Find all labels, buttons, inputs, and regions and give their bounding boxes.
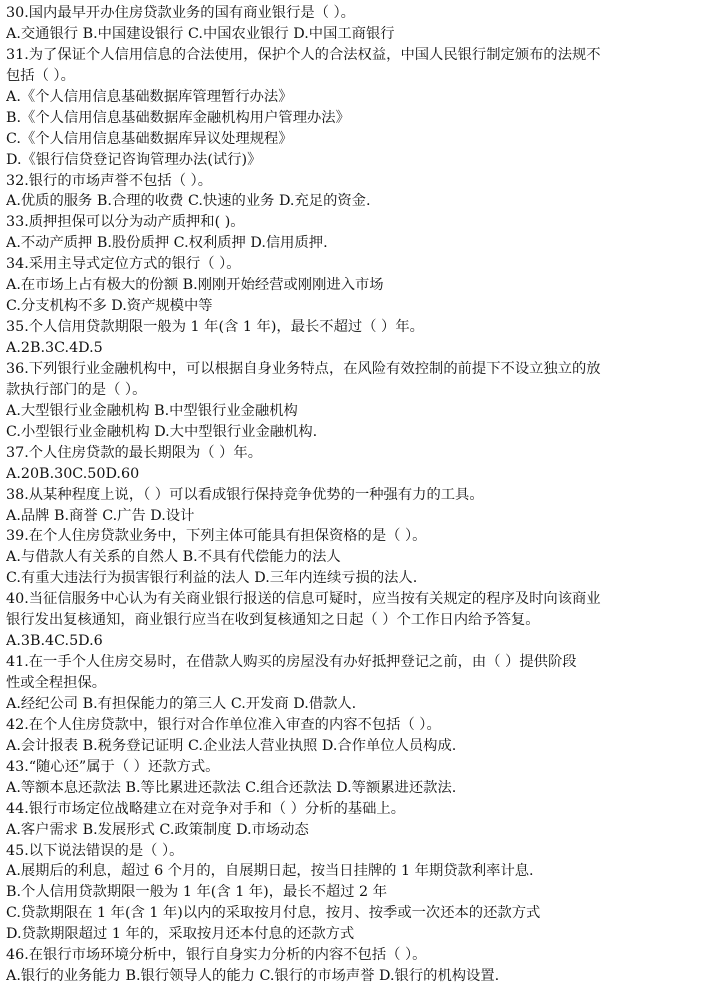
text-line: 41.在一手个人住房交易时，在借款人购买的房屋没有办好抵押登记之前，由（ ）提供阶段: [6, 654, 577, 671]
text-line: A.3B.4C.5D.6: [6, 633, 103, 650]
text-line: D.《银行信贷登记咨询管理办法(试行)》: [6, 151, 262, 168]
text-line: A.《个人信用信息基础数据库管理暂行办法》: [6, 88, 293, 105]
text-line: 40.当征信服务中心认为有关商业银行报送的信息可疑时，应当按有关规定的程序及时向该商业: [6, 591, 601, 608]
text-line: 39.在个人住房贷款业务中，下列主体可能具有担保资格的是（ ）。: [6, 528, 427, 545]
text-line: 性或全程担保。: [6, 675, 107, 691]
text-line: 30.国内最早开办住房贷款业务的国有商业银行是（ ）。: [6, 5, 355, 21]
text-line: C.《个人信用信息基础数据库异议处理规程》: [6, 130, 293, 147]
text-line: 银行发出复核通知，商业银行应当在收到复核通知之日起（ ）个工作日内给予答复。: [6, 612, 540, 629]
text-line: A.会计报表 B.税务登记证明 C.企业法人营业执照 D.合作单位人员构成.: [6, 737, 457, 754]
text-line: A.等额本息还款法 B.等比累进还款法 C.组合还款法 D.等额累进还款法.: [6, 779, 457, 796]
text-line: A.在市场上占有极大的份额 B.刚刚开始经营或刚刚进入市场: [6, 277, 384, 294]
text-line: A.与借款人有关系的自然人 B.不具有代偿能力的法人: [6, 549, 341, 566]
text-line: C.有重大违法行为损害银行利益的法人 D.三年内连续亏损的法人.: [6, 570, 418, 587]
text-line: A.优质的服务 B.合理的收费 C.快速的业务 D.充足的资金.: [6, 193, 371, 210]
text-line: 35.个人信用贷款期限一般为 1 年(含 1 年)，最长不超过（ ）年。: [6, 319, 424, 336]
text-line: 32.银行的市场声誉不包括（ ）。: [6, 172, 212, 189]
text-line: A.大型银行业金融机构 B.中型银行业金融机构: [6, 402, 298, 419]
text-line: B.《个人信用信息基础数据库金融机构用户管理办法》: [6, 109, 350, 126]
text-line: A.银行的业务能力 B.银行领导人的能力 C.银行的市场声誉 D.银行的机构设置.: [6, 968, 500, 985]
text-line: A.客户需求 B.发展形式 C.政策制度 D.市场动态: [6, 821, 309, 838]
text-line: 45.以下说法错误的是（ ）。: [6, 842, 184, 859]
text-line: A.品牌 B.商誉 C.广告 D.设计: [6, 507, 195, 524]
text-line: D.贷款期限超过 1 年的，采取按月还本付息的还款方式: [6, 926, 355, 943]
text-line: 款执行部门的是（ ）。: [6, 381, 147, 398]
text-line: 33.质押担保可以分为动产质押和( )。: [6, 214, 245, 231]
text-line: 46.在银行市场环境分析中，银行自身实力分析的内容不包括（ ）。: [6, 947, 427, 964]
text-line: C.小型银行业金融机构 D.大中型银行业金融机构.: [6, 423, 318, 440]
text-line: A.不动产质押 B.股份质押 C.权利质押 D.信用质押.: [6, 235, 328, 252]
text-line: 34.采用主导式定位方式的银行（ ）。: [6, 256, 241, 273]
text-line: A.经纪公司 B.有担保能力的第三人 C.开发商 D.借款人.: [6, 695, 357, 712]
text-line: 31.为了保证个人信用信息的合法使用，保护个人的合法权益，中国人民银行制定颁布的法规不: [6, 46, 601, 63]
text-line: 43.“随心还”属于（ ）还款方式。: [6, 758, 220, 775]
text-line: 42.在个人住房贷款中，银行对合作单位准入审查的内容不包括（ ）。: [6, 716, 441, 733]
text-line: A.展期后的利息，超过 6 个月的，自展期日起，按当日挂牌的 1 年期贷款利率计息.: [6, 863, 534, 880]
text-line: C.分支机构不多 D.资产规模中等: [6, 298, 213, 315]
text-line: 44.银行市场定位战略建立在对竞争对手和（ ）分析的基础上。: [6, 800, 405, 817]
text-line: A.交通银行 B.中国建设银行 C.中国农业银行 D.中国工商银行: [6, 25, 395, 42]
text-line: 36.下列银行业金融机构中，可以根据自身业务特点，在风险有效控制的前提下不设立独立的放: [6, 360, 601, 377]
text-line: A.20B.30C.50D.60: [6, 465, 140, 482]
text-line: C.贷款期限在 1 年(含 1 年)以内的采取按月付息，按月、按季或一次还本的还款方式: [6, 905, 541, 922]
text-line: B.个人信用贷款期限一般为 1 年(含 1 年)，最长不超过 2 年: [6, 884, 387, 901]
text-line: A.2B.3C.4D.5: [6, 340, 103, 356]
text-line: 包括（ ）。: [6, 67, 75, 84]
text-line: 38.从某种程度上说，（ ）可以看成银行保持竞争优势的一种强有力的工具。: [6, 486, 484, 503]
text-line: 37.个人住房贷款的最长期限为（ ）年。: [6, 444, 263, 461]
